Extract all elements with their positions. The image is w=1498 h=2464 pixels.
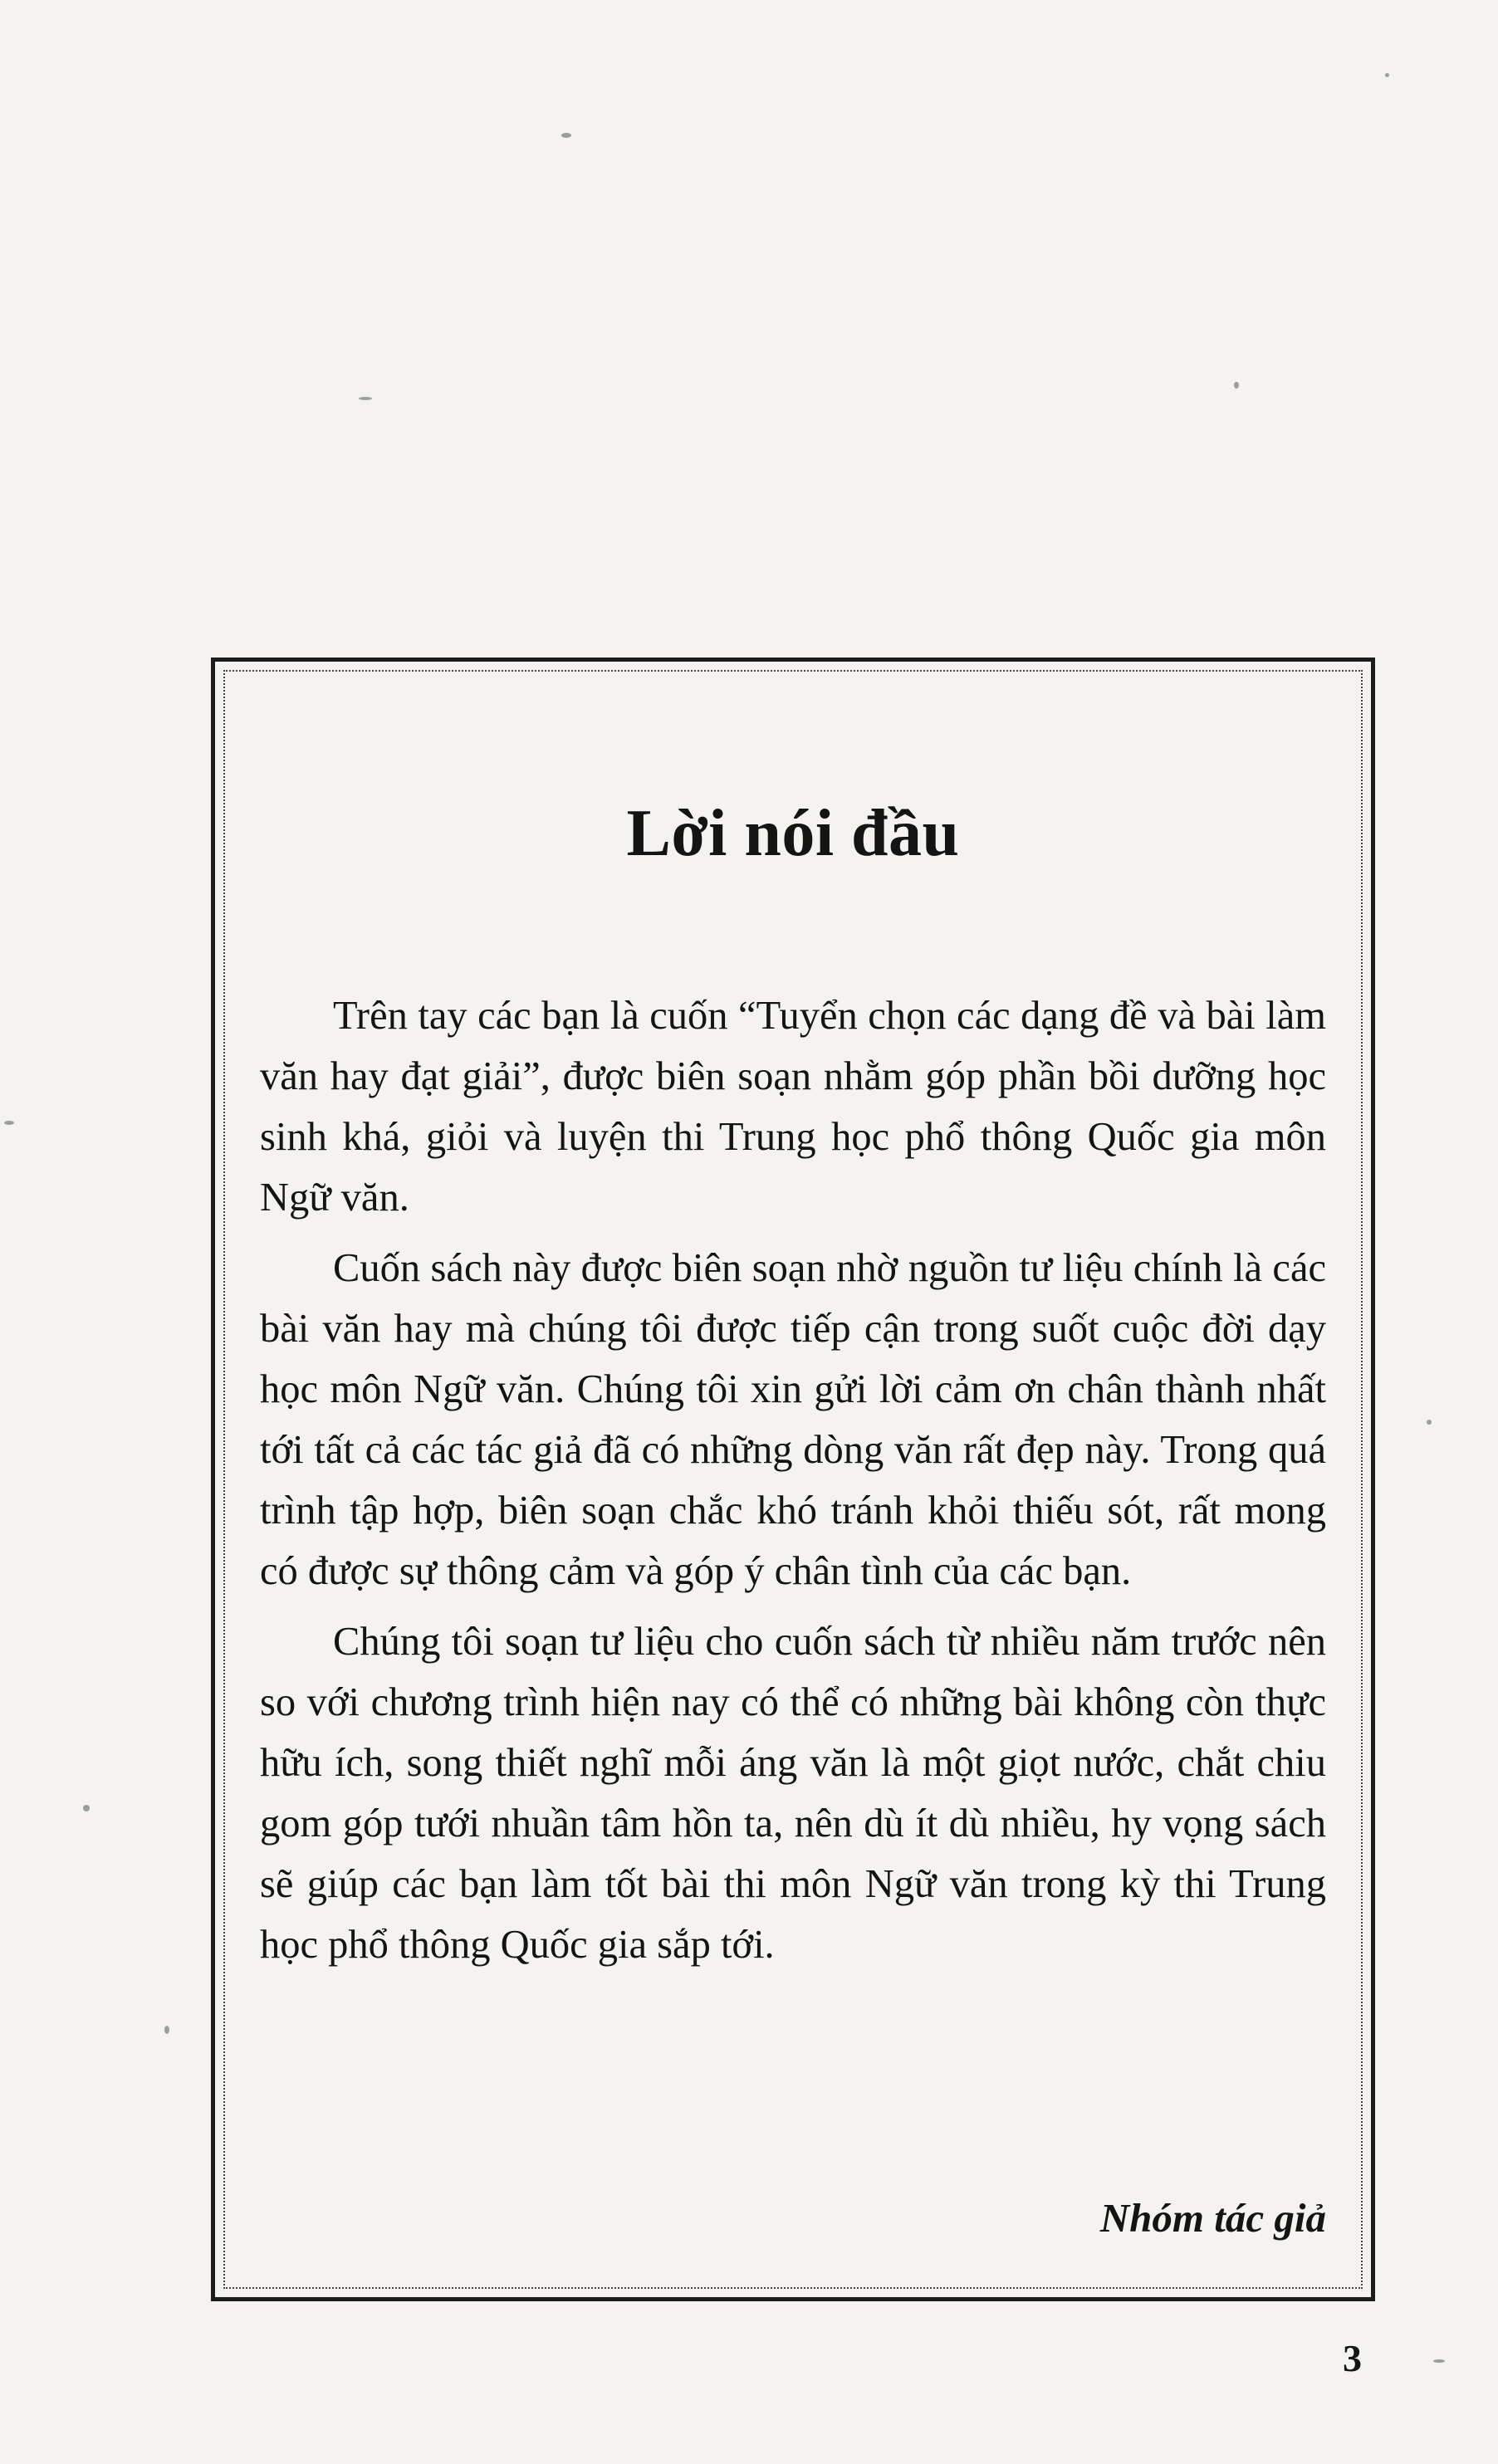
author-signature: Nhóm tác giả xyxy=(1099,2195,1326,2241)
scan-speck xyxy=(359,397,372,400)
scan-speck xyxy=(561,133,571,138)
scan-speck xyxy=(1427,1420,1432,1425)
scan-speck xyxy=(1234,382,1239,389)
preface-body xyxy=(260,985,1326,1985)
scan-speck xyxy=(1433,2359,1445,2363)
scan-speck xyxy=(4,1121,14,1125)
preface-title: Lời nói đầu xyxy=(626,797,960,870)
preface-frame xyxy=(211,658,1375,2301)
scan-speck xyxy=(1385,73,1389,77)
preface-paragraph-3: Chúng tôi soạn tư liệu cho cuốn sách từ nhiều năm trước nên so với chương trình hiện nay có thể có những bài không còn thực hữu ích, song thiết nghĩ mỗi áng văn là một giọt nước, chắt chiu gom góp tưới nhuần tâm hồn ta, nên dù ít dù nhiều, hy vọng sách sẽ giúp các bạn làm tốt bài thi môn Ngữ văn trong kỳ thi Trung học phổ thông Quốc gia sắp tới. xyxy=(260,1620,1326,1967)
preface-paragraph-1: Trên tay các bạn là cuốn “Tuyển chọn các dạng đề và bài làm văn hay đạt giải”, được biên soạn nhằm góp phần bồi dưỡng học sinh khá, giỏi và luyện thi Trung học phổ thông Quốc gia môn Ngữ văn. xyxy=(260,994,1326,1220)
preface-paragraph-2: Cuốn sách này được biên soạn nhờ nguồn tư liệu chính là các bài văn hay mà chúng tôi được tiếp cận trong suốt cuộc đời dạy học môn Ngữ văn. Chúng tôi xin gửi lời cảm ơn chân thành nhất tới tất cả các tác giả đã có những dòng văn rất đẹp này. Trong quá trình tập hợp, biên soạn chắc khó tránh khỏi thiếu sót, rất mong có được sự thông cảm và góp ý chân tình của các bạn. xyxy=(260,1246,1326,1593)
scan-speck xyxy=(164,2026,169,2034)
page-number: 3 xyxy=(1343,2337,1362,2379)
scan-speck xyxy=(83,1805,90,1811)
